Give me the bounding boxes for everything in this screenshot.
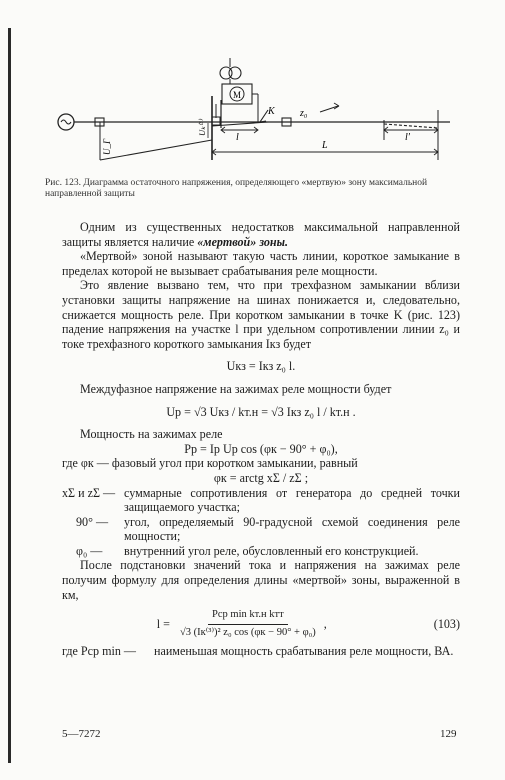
paragraph-dead-zone-definition: «Мертвой» зоной называют такую часть линии, короткое замыкание в пределах которой не вызывает срабатывания реле мощности. xyxy=(62,249,460,278)
equation-relay-power: Pр = Iр Uр cos (φк − 90° + φ₀), xyxy=(184,441,338,456)
label-total-length: L xyxy=(322,140,328,151)
label-l-prime: l′ xyxy=(405,132,410,143)
equation-voltage-drop: Uкз = Iкз z₀ l. xyxy=(226,359,296,374)
figure-caption: Рис. 123. Диаграмма остаточного напряжения, определяющего «мертвую» зону максимальной направленной защиты xyxy=(45,178,428,199)
fault-arrow xyxy=(260,110,268,122)
definition-90-degrees: 90° — угол, определяемый 90-градусной схемой соединения реле мощности; xyxy=(76,514,460,544)
label-ug: U_Г xyxy=(102,138,112,155)
footer-signature: 5—7272 xyxy=(62,728,101,740)
paragraph-intro: Одним из существенных недостатков максимальной направленной защиты является наличие «мертвой» зоны. xyxy=(62,220,460,249)
paragraph-phase-angle: где φк — фазовый угол при коротком замыкании, равный xyxy=(62,456,358,471)
equation-phase-angle: φк = arctg xΣ / zΣ ; xyxy=(213,470,309,485)
figure-voltage-diagram xyxy=(0,0,505,180)
label-l: l xyxy=(236,132,239,143)
relay-label-m: М xyxy=(233,90,242,100)
paragraph-substitution: После подстановки значений тока и напряжения на зажимах реле получим формулу для определения длины «мертвой» зоны, выраженной в км, xyxy=(62,558,460,602)
body-text xyxy=(62,220,460,659)
definition-internal-angle: φ₀ — внутренний угол реле, обусловленный его конструкцией. xyxy=(76,543,419,558)
paragraph-relay-power: Мощность на зажимах реле xyxy=(80,427,223,442)
dead-zone-term: «мертвой» зоны. xyxy=(197,234,289,249)
voltage-line-generator xyxy=(100,140,212,160)
definition-min-power: где Pср min — наименьшая мощность срабатывания реле мощности, ВА. xyxy=(62,644,454,659)
equation-103-fraction: $\frac{\text{Pср min kт.н kтт}}{\text{√3 (Iк⁽³⁾)² z₀ cos (φк − 90° + φ₀)}}$ xyxy=(180,609,316,638)
page-number: 129 xyxy=(440,728,457,740)
paragraph-phase-voltage: Междуфазное напряжение на зажимах реле мощности будет xyxy=(80,381,392,396)
definition-resistances: xΣ и zΣ — суммарные сопротивления от генератора до средней точки защищаемого участка; xyxy=(62,485,460,515)
paragraph-cause: Это явление вызвано тем, что при трехфазном замыкании вблизи установки защиты напряжение на шинах понижается и, следовательно, снижается мощность реле. При коротком замыкании в точке K (рис. 123) падение напряжения на участке l при удельном сопротивлении линии z₀ и токе трехфазного короткого замыкания Iкз будет xyxy=(62,278,460,351)
label-z0: z₀ xyxy=(300,108,308,119)
label-uk: Uₖ⁽³⁾ xyxy=(197,119,207,136)
equation-number: (103) xyxy=(433,617,460,632)
equation-103: l = $\frac{\text{Pср min kт.н kтт}}{\text{√3 (Iк⁽³⁾)² z₀ cos (φк − 90° + φ₀)}}$ , (103) xyxy=(62,608,460,640)
equation-relay-voltage: Uр = √3 Uкз / kт.н = √3 Iкз z₀ l / kт.н . xyxy=(166,404,356,419)
fault-label-k: К xyxy=(268,106,275,117)
